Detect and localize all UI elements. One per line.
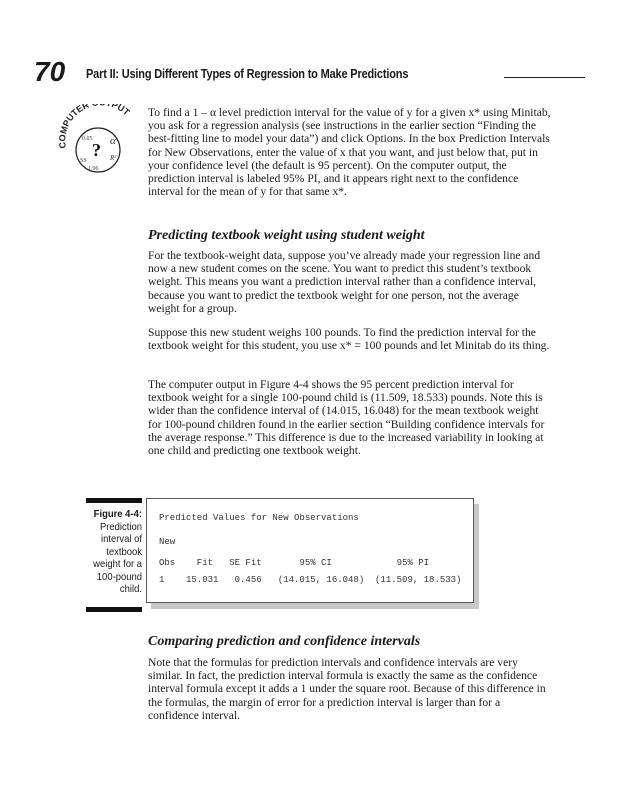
caption-line: 100-pound — [96, 570, 142, 583]
computer-output-icon — [58, 104, 144, 184]
paragraph-intro: To find a 1 – α level prediction interval for the value of y for a given x* using Minitab, you ask for a regression analysis (see instructions in the earlier section “Finding the best-fitting line to model your data”) and click Options. In the box Prediction Intervals for New Observations, enter the value of x that you want, and just below that, put in your confidence level (the default is 95 percent). On the computer output, the prediction interval is labeled 95% PI, and it appears right next to the confidence interval for the mean of y for that same x*. — [148, 106, 551, 199]
svg-text:0.05: 0.05 — [82, 136, 93, 142]
section-heading-comparing: Comparing prediction and confidence intervals — [148, 634, 421, 649]
page-header — [34, 58, 554, 88]
caption-line: weight for a — [93, 558, 142, 570]
caption-line: textbook — [106, 545, 142, 558]
caption-line: child. — [119, 583, 142, 595]
running-head: Part II: Using Different Types of Regression to Make Predictions — [86, 67, 409, 81]
caption-line: Prediction — [99, 520, 142, 533]
paragraph-formulas: Note that the formulas for prediction intervals and confidence intervals are very similar. In fact, the prediction interval formula is exactly the same as the confidence interval formula except it adds a 1 under the square root. Because of this difference in the formulas, the margin of error for a prediction interval is larger than for a confidence interval. — [148, 656, 546, 722]
section-heading-predicting: Predicting textbook weight using student weight — [148, 228, 425, 243]
output-subtitle: New — [159, 537, 176, 547]
caption-line: interval of — [101, 533, 142, 545]
figure-label: Figure 4-4: — [93, 508, 142, 520]
svg-text:?: ? — [92, 140, 101, 160]
output-header-row: Obs Fit SE Fit 95% CI 95% PI — [159, 558, 430, 568]
output-data-row: 1 15.031 0.456 (14.015, 16.048) (11.509, 18.533) — [159, 575, 462, 585]
figure-bar-bottom — [86, 607, 142, 612]
paragraph-new-student: Suppose this new student weighs 100 pounds. To find the prediction interval for the textbook weight for this student, you use x* = 100 pounds and let Minitab do its thing. — [148, 326, 550, 353]
paragraph-textbook-data: For the textbook-weight data, suppose you’ve already made your regression line and now a new student comes on the scene. You want to predict this student’s textbook weight. This means you want a prediction interval rather than a confidence interval, because you want to predict the textbook weight for one person, not the average weight for a group. — [148, 249, 541, 315]
svg-text:α: α — [110, 135, 116, 147]
minitab-output-box — [146, 498, 474, 603]
paragraph-figure-explanation: The computer output in Figure 4-4 shows the 95 percent prediction interval for textbook weight for a single 100-pound child is (11.509, 18.533) pounds. Note this is wider than the confidence interval of (14.015, 16.048) for the mean textbook weight for 100-pound children found in the earlier section “Building confidence intervals for the average response.” This difference is due to the increased variability in looking at one child and predicting one textbook weight. — [148, 378, 545, 458]
icon-label: COMPUTER PUT — [58, 104, 132, 149]
page-number: 70 — [34, 56, 66, 87]
header-rule — [504, 77, 585, 78]
figure-caption — [92, 508, 142, 596]
figure-bar-top — [86, 498, 142, 503]
svg-text:SS: SS — [80, 158, 87, 164]
svg-text:1.96: 1.96 — [88, 166, 99, 172]
svg-text:R²: R² — [110, 154, 117, 162]
output-title: Predicted Values for New Observations — [159, 513, 359, 523]
